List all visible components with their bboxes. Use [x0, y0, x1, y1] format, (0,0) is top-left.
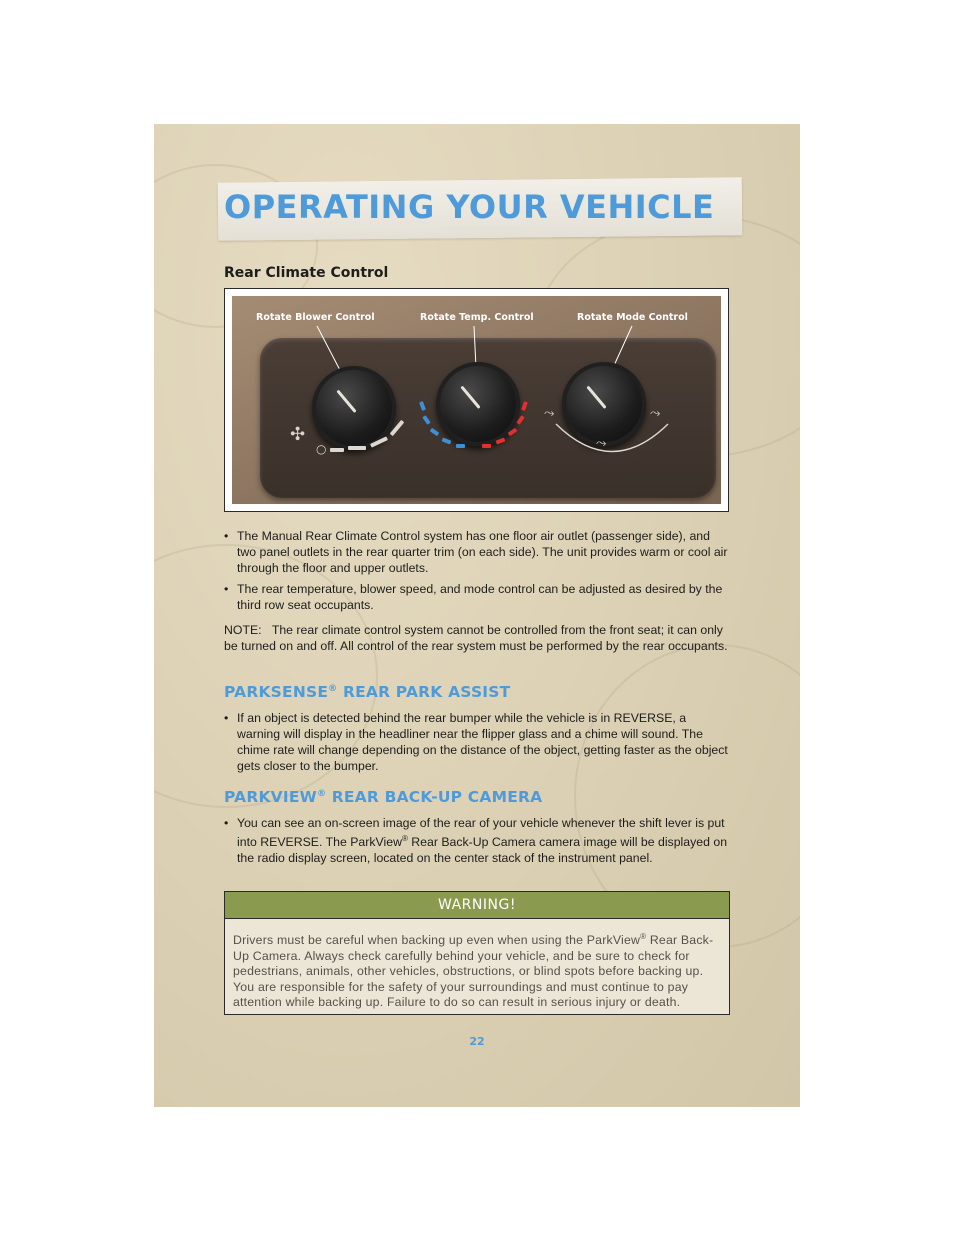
parkview-text: Rear Back-Up Camera camera image will be displayed on the radio display screen, located on the center stack of the instrument panel. — [237, 835, 728, 866]
warning-label: WARNING! — [225, 892, 729, 919]
off-icon: ○ — [316, 442, 327, 456]
list-item: • If an object is detected behind the rear bumper while the vehicle is in REVERSE, a warning will display in the headliner near the flipper glass and a chime will sound. The chime rate will change depending on the distance of the object, getting faster as the object gets closer to the bumper. — [224, 710, 730, 774]
registered-mark: ® — [640, 932, 647, 941]
parkview-title-rest: REAR BACK-UP CAMERA — [326, 788, 543, 806]
cool-scale — [456, 444, 465, 448]
parkview-title-main: PARKVIEW — [224, 788, 317, 806]
warning-text — [233, 929, 721, 1011]
page-number: 22 — [469, 1035, 485, 1048]
manual-page — [154, 124, 800, 1107]
fan-icon: ✣ — [290, 424, 306, 445]
climate-bullet-list — [224, 528, 730, 618]
note-label: NOTE: — [224, 623, 262, 637]
warning-box — [224, 891, 730, 1015]
blower-scale — [330, 448, 344, 452]
climate-control-photo — [232, 296, 721, 504]
label-mode-control: Rotate Mode Control — [577, 312, 688, 323]
rear-climate-heading: Rear Climate Control — [224, 265, 389, 281]
panel-vent-icon: ⤳ — [544, 406, 555, 421]
blower-scale — [348, 446, 366, 450]
list-item: • The rear temperature, blower speed, and mode control can be adjusted as desired by the third row seat occupants. — [224, 581, 730, 613]
parkview-bullet-list — [224, 815, 730, 871]
warning-text-part: Drivers must be careful when backing up even when using the ParkView — [233, 933, 641, 948]
registered-mark: ® — [401, 834, 408, 843]
parkview-heading — [224, 788, 542, 806]
bilevel-vent-icon: ⤳ — [596, 436, 607, 451]
registered-mark: ® — [328, 683, 338, 694]
registered-mark: ® — [316, 788, 327, 799]
parksense-title-main: PARKSENSE — [224, 683, 329, 701]
parkview-text: You can see an on-screen image of the rear of your vehicle whenever the shift lever is put into REVERSE. The ParkView — [237, 816, 725, 850]
label-blower-control: Rotate Blower Control — [256, 312, 375, 323]
climate-control-figure — [224, 288, 729, 512]
floor-vent-icon: ⤳ — [650, 406, 661, 421]
list-item — [224, 815, 730, 866]
page-title: OPERATING YOUR VEHICLE — [224, 188, 715, 226]
list-item: • The Manual Rear Climate Control system has one floor air outlet (passenger side), and two panel outlets in the rear quarter trim (on each side). The unit provides warm or cool air through the floor and upper outlets. — [224, 528, 730, 576]
warm-scale — [482, 444, 491, 448]
warning-text-part: Rear Back-Up Camera. Always check carefully behind your vehicle, and be sure to check for pedestrians, animals, other vehicles, obstructions, or blind spots before backing up. You are responsible for the safety of your surroundings and must continue to pay attention while backing up. Failure to do so can result in serious injury or death. — [233, 933, 714, 1010]
note-text: The rear climate control system cannot be controlled from the front seat; it can only be turned on and off. All control of the rear system must be performed by the rear occupants. — [224, 623, 728, 653]
parksense-title-rest: REAR PARK ASSIST — [337, 683, 511, 701]
label-temp-control: Rotate Temp. Control — [420, 312, 534, 323]
parksense-bullet-list — [224, 710, 730, 779]
climate-note — [224, 622, 730, 654]
parksense-heading — [224, 683, 510, 701]
